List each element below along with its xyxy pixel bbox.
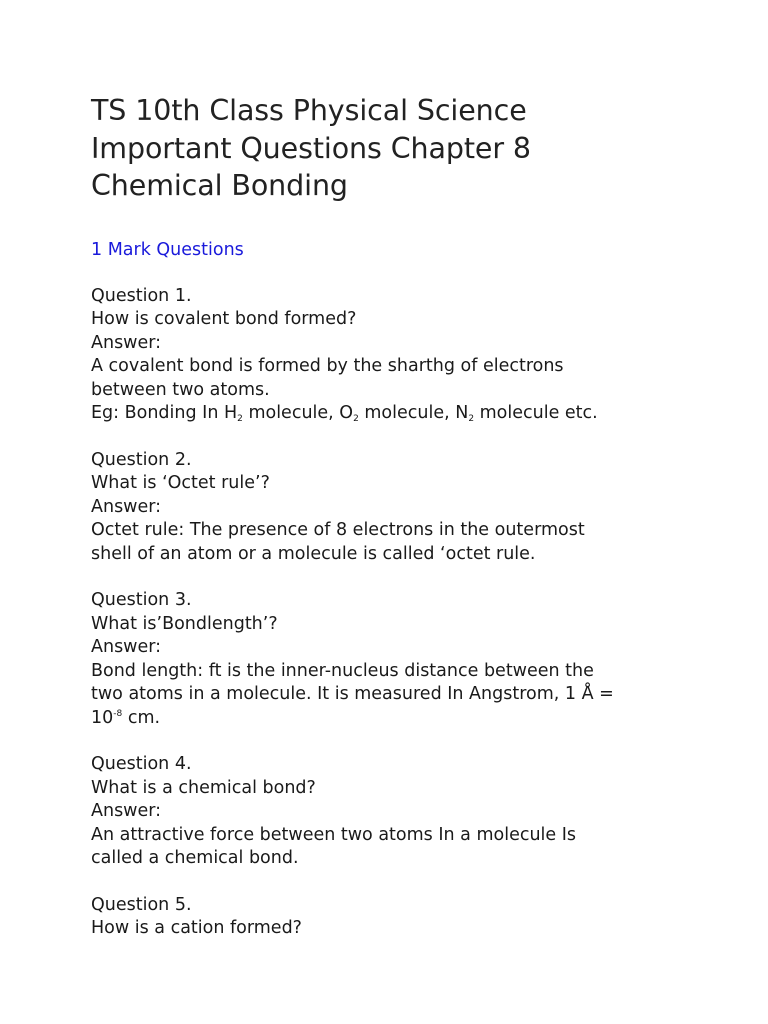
subscript: 2 [353,414,359,425]
qa-item-2 [91,449,691,566]
qa-item-5 [91,894,691,941]
question-label: Question 1. [91,286,192,306]
question-text: What is a chemical bond? [91,777,316,798]
qa-item-1 [91,285,691,425]
answer-text-line: A covalent bond is formed by the sharthg of electrons [91,356,564,377]
question-label: Question 5. [91,894,192,915]
answer-label: Answer: [91,637,162,658]
answer-text: cm. [122,707,161,728]
subscript: 2 [468,414,475,425]
answer-text-line: called a chemical bond. [91,848,299,869]
answer-label: Answer: [91,496,162,517]
title-line-2: Important Questions Chapter 8 [91,131,531,165]
qa-item-3 [91,589,691,729]
question-text: How is covalent bond formed? [91,309,357,330]
document-page [91,92,691,964]
answer-example-line [91,402,691,425]
answer-text-line: Octet rule: The presence of 8 electrons in the outermost [91,520,585,541]
title-line-1: TS 10th Class Physical Science [91,94,527,127]
question-list [91,285,691,941]
subscript: 2 [237,414,243,425]
answer-text-line: An attractive force between two atoms In a molecule Is [91,824,577,845]
question-label: Question 4. [91,754,192,775]
section-heading: 1 Mark Questions [91,239,244,260]
question-text: What is’Bondlength’? [91,613,278,634]
question-text: How is a cation formed? [91,918,302,939]
title-line-3: Chemical Bonding [91,169,348,202]
superscript: -8 [113,708,123,719]
answer-label: Answer: [91,332,162,353]
question-text: What is ‘Octet rule’? [91,473,270,494]
question-label: Question 3. [91,590,192,611]
qa-item-4 [91,753,691,870]
answer-text-line: shell of an atom or a molecule is called ‘octet rule. [91,543,536,564]
answer-label: Answer: [91,801,162,822]
example-text: molecule etc. [474,403,598,424]
answer-text-line: two atoms in a molecule. It is measured In Angstrom, 1 Å = [91,684,614,705]
answer-text-line: between two atoms. [91,379,270,400]
question-label: Question 2. [91,449,192,470]
answer-text: 10 [91,707,114,728]
example-text: molecule, O [242,403,354,424]
answer-text-line [91,707,691,730]
answer-text-line: Bond length: ft is the inner-nucleus distance between the [91,660,594,681]
page-title [91,92,691,205]
example-text: molecule, N [358,403,469,424]
example-text: Eg: Bonding In H [91,403,238,424]
